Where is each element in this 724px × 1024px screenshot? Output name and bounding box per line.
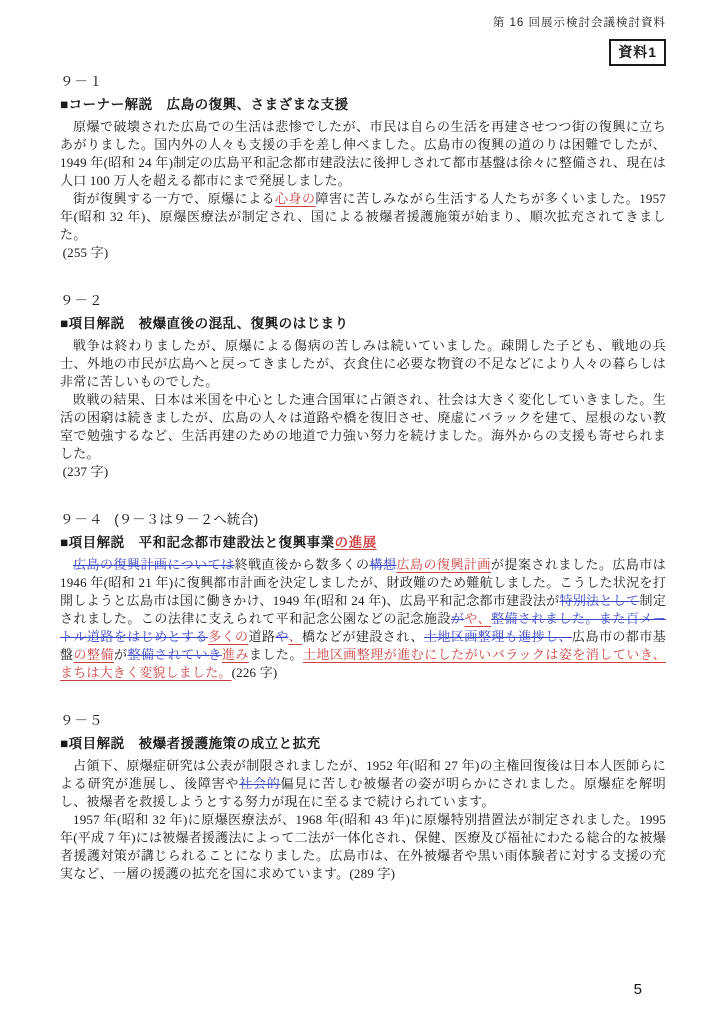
section-paragraphs xyxy=(60,337,666,481)
text-run: が xyxy=(113,647,128,662)
section-heading xyxy=(60,732,666,752)
deleted-text: が xyxy=(450,611,465,626)
section-number-line xyxy=(60,70,666,90)
text-run: 橋などが建設され、 xyxy=(302,629,424,644)
deleted-text: 整備されました。また百メートル道路をはじめとする xyxy=(60,611,666,644)
section-heading xyxy=(60,93,666,113)
section-number: ９－５ xyxy=(60,713,104,728)
inserted-text: の進展 xyxy=(334,535,377,550)
text-run: ■コーナー解説 広島の復興、さまざまな支援 xyxy=(60,97,349,112)
inserted-text: 多くの xyxy=(208,629,249,644)
inserted-text: の整備 xyxy=(73,647,114,662)
inserted-text: 土地区画整理が進むにしたがいバラックは姿を消していき、まちは大きく変貌しました。 xyxy=(60,647,667,680)
text-run: 原爆で破壊された広島での生活は悲惨でしたが、市民は自らの生活を再建させつつ街の復興に立ちあがりました。国内外の人々も支援の手を差し伸べました。広島市の復興の道のりは困難でしたが、1949 年(昭和 24 年)制定の広島平和記念都市建設法に後押しされて都市基盤は徐々に整備され、現在は人口 100 万人を超える都市にまで発展しました。 xyxy=(60,119,666,188)
text-run: 道路 xyxy=(248,629,276,644)
section-merge-note: (９－３は９－２へ統合) xyxy=(114,512,259,527)
section-number: ９－２ xyxy=(60,293,104,308)
paragraph xyxy=(60,391,666,463)
section-paragraphs xyxy=(60,118,666,262)
deleted-text: 社会的 xyxy=(239,776,281,791)
deleted-text: 構想 xyxy=(369,557,397,572)
deleted-text: 特別法として xyxy=(559,593,640,608)
inserted-text: 、 xyxy=(288,629,303,644)
text-run: 戦争は終わりましたが、原爆による傷病の苦しみは続いていました。疎開した子ども、戦地の兵士、外地の市民が広島へと戻ってきましたが、衣食住に必要な物資の不足などにより人々の暮らしは非常に苦しいものでした。 xyxy=(60,338,666,389)
doc-label-badge: 資料1 xyxy=(609,39,666,66)
paragraph xyxy=(60,337,666,391)
deleted-text: 整備されていき xyxy=(127,647,222,662)
deleted-text: や xyxy=(275,629,289,644)
text-run: ■項目解説 平和記念都市建設法と復興事業 xyxy=(60,535,335,550)
paragraph xyxy=(60,556,666,682)
text-run: ■項目解説 被爆直後の混乱、復興のはじまり xyxy=(60,316,349,331)
section xyxy=(60,508,666,682)
text-run: 街が復興する一方で、原爆による xyxy=(73,191,276,206)
text-run: (237 字) xyxy=(62,464,109,479)
text-run: (226 字) xyxy=(231,665,278,680)
section-heading xyxy=(60,531,666,551)
inserted-text: 広島の復興計画 xyxy=(396,557,491,572)
text-run: 敗戦の結果、日本は米国を中心とした連合国軍に占領され、社会は大きく変化していきました。生活の困窮は続きましたが、広島の人々は道路や橋を復旧させ、廃虚にバラックを建て、屋根のない教室で勉強するなど、生活再建のための地道で力強い努力を続けました。海外からの支援も寄せられました。 xyxy=(60,392,666,461)
document-body xyxy=(60,70,666,883)
text-run: 障害に苦しみながら生活する人たちが多くいました。1957 年(昭和 32 年)、原爆医療法が制定され、国による被爆者援護施策が始まり、順次拡充されてきました。 xyxy=(60,191,666,242)
text-run: ました。 xyxy=(248,647,303,662)
text-run: 占領下、原爆症研究は公表が制限されましたが、1952 年(昭和 27 年)の主権回復後は日本人医師らによる研究が進展し、後障害や xyxy=(60,758,666,791)
section xyxy=(60,289,666,481)
paragraph xyxy=(60,757,666,811)
text-run: が提案されました。広島市は1946 年(昭和 21 年)に復興都市計画を決定しましたが、財政難のため難航しました。こうした状況を打開しようと広島市は国に働きかけ、1949 年(昭和 24 年)、広島平和記念都市建設法が xyxy=(60,557,666,608)
paragraph xyxy=(60,811,666,883)
section-number-line xyxy=(60,508,666,528)
inserted-text: 進み xyxy=(221,647,249,662)
paragraph xyxy=(60,463,666,481)
inserted-text: や、 xyxy=(464,611,492,626)
section-number-line xyxy=(60,289,666,309)
text-run: 偏見に苦しむ被爆者の姿が明らかにされました。原爆症を解明し、被爆者を救援しようとする努力が現在に至るまで続けられています。 xyxy=(60,776,666,809)
text-run: 広島市の都市基盤 xyxy=(60,629,666,662)
deleted-text: 土地区画整理も進捗し、 xyxy=(423,629,573,644)
section-number: ９－４ xyxy=(60,512,104,527)
section-number-line xyxy=(60,709,666,729)
section-number: ９－１ xyxy=(60,74,104,89)
doc-label-row xyxy=(60,39,666,66)
text-run: 1957 年(昭和 32 年)に原爆医療法が、1968 年(昭和 43 年)に原爆特別措置法が制定されました。1995 年(平成 7 年)には被爆者援護法によって二法が一体化され、保健、医療及び福祉にわたる総合的な被爆者援護対策が講じられることになりました。広島市は、在外被爆者や黒い雨体験者に対する支援の充実など、一層の援護の拡充を国に求めています。(289 字) xyxy=(60,812,666,881)
text-run: ■項目解説 被爆者援護施策の成立と拡充 xyxy=(60,736,321,751)
page-number: 5 xyxy=(633,981,642,998)
paragraph xyxy=(60,118,666,190)
text-run: 終戦直後から数多くの xyxy=(234,557,370,572)
deleted-text: 広島の復興計画については xyxy=(73,557,235,572)
section-paragraphs xyxy=(60,757,666,883)
section-paragraphs xyxy=(60,556,666,682)
text-run: (255 字) xyxy=(62,245,109,260)
document-header-title: 第 16 回展示検討会議検討資料 xyxy=(492,17,666,29)
paragraph xyxy=(60,244,666,262)
inserted-text: 心身の xyxy=(275,191,316,206)
section-heading xyxy=(60,312,666,332)
section xyxy=(60,70,666,262)
section xyxy=(60,709,666,883)
paragraph xyxy=(60,190,666,244)
text-run: 制定されました。この法律に支えられて平和記念公園などの記念施設 xyxy=(60,593,666,626)
